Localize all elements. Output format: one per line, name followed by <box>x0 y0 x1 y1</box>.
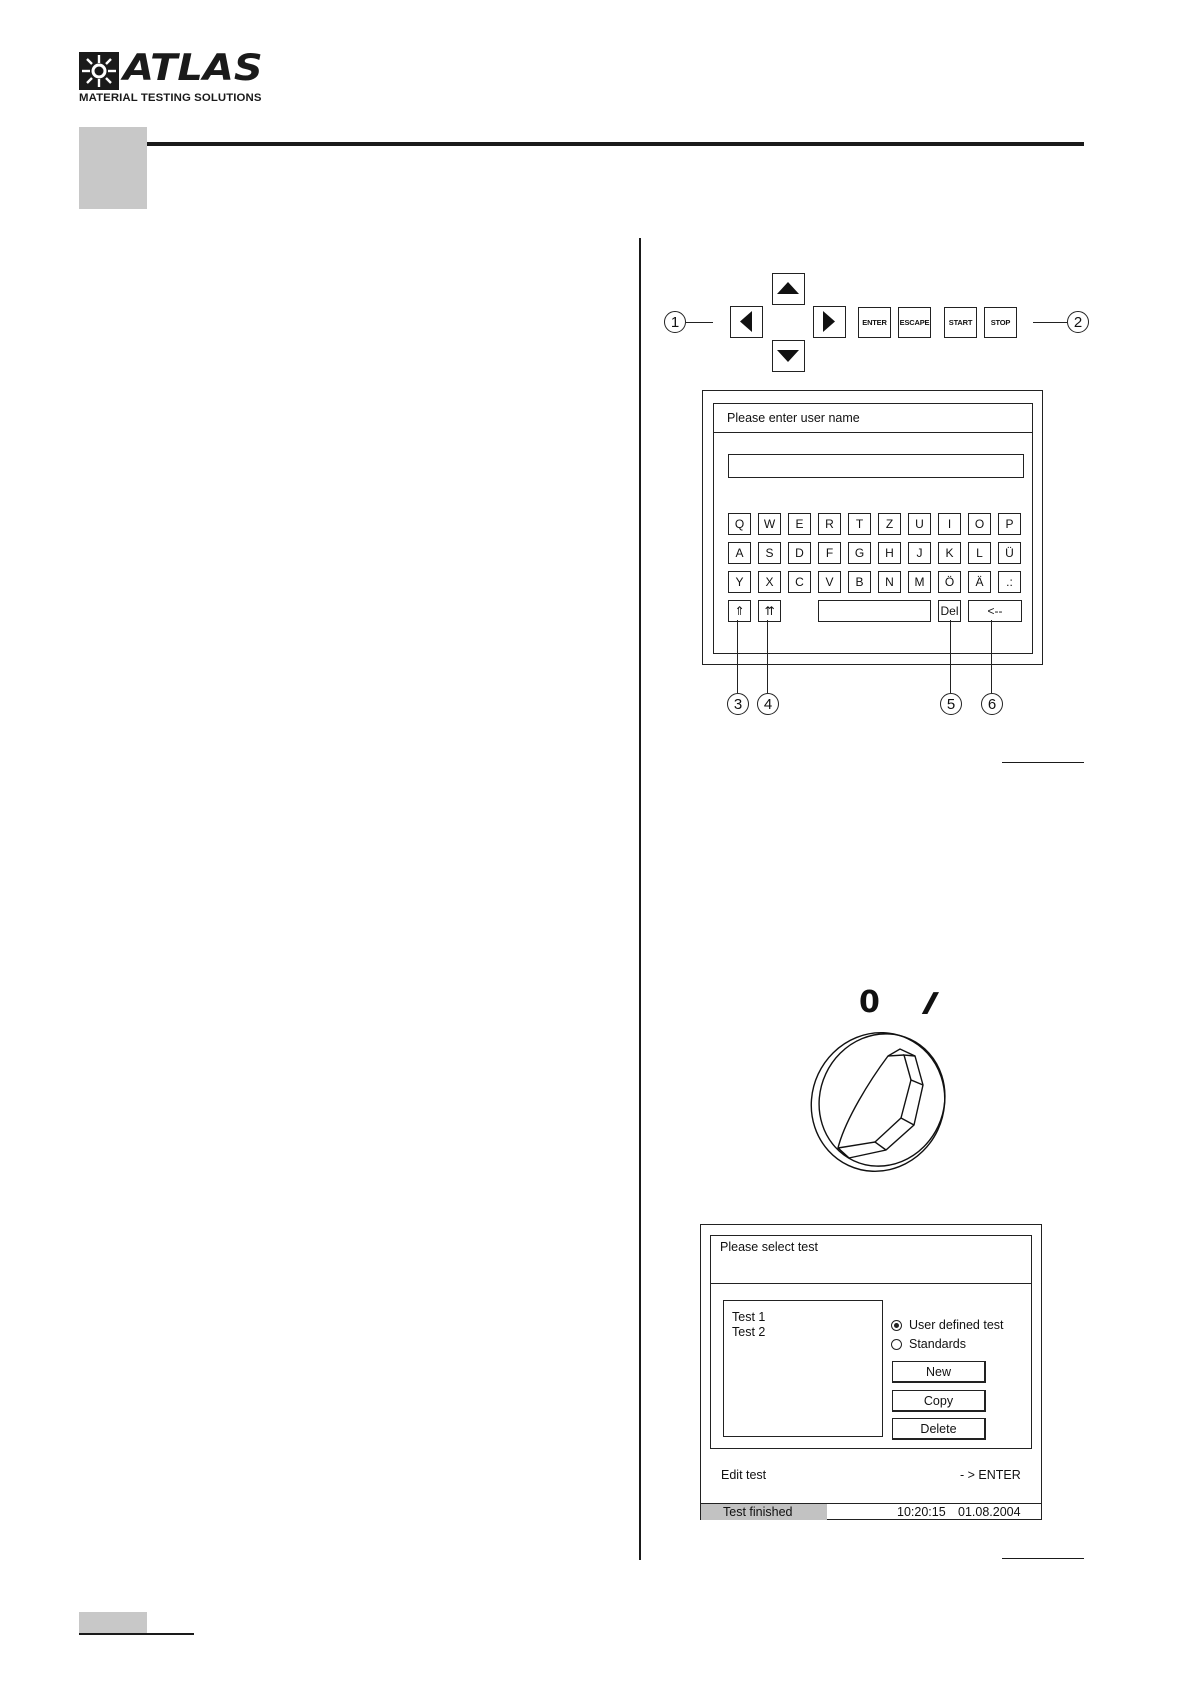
key-b[interactable]: B <box>848 571 871 593</box>
option-label: User defined test <box>909 1318 1004 1332</box>
key-m[interactable]: M <box>908 571 931 593</box>
status-time: 10:20:15 <box>897 1505 946 1519</box>
delete-key[interactable]: Del <box>938 600 961 622</box>
radio-unselected-icon <box>891 1339 902 1350</box>
page-number-tab <box>79 1612 147 1633</box>
key-p[interactable]: P <box>998 513 1021 535</box>
callout-6: 6 <box>981 693 1003 715</box>
space-key[interactable] <box>818 600 931 622</box>
control-panel-figure <box>660 273 1090 373</box>
atlas-logo <box>79 46 307 104</box>
keyboard <box>728 513 1028 633</box>
key-punctuation[interactable]: .: <box>998 571 1021 593</box>
arrow-down-key[interactable] <box>772 340 805 372</box>
figure-end-rule <box>1002 1558 1084 1559</box>
up-arrow-icon <box>773 274 803 303</box>
option-standards[interactable] <box>891 1337 966 1351</box>
callout-leader-line <box>686 322 713 323</box>
callout-leader-line <box>950 620 951 693</box>
hint-enter: - > ENTER <box>960 1468 1021 1482</box>
start-key[interactable]: START <box>944 307 977 338</box>
key-y[interactable]: Y <box>728 571 751 593</box>
rotary-key-switch-icon <box>800 1000 960 1175</box>
key-i[interactable]: I <box>938 513 961 535</box>
arrow-left-key[interactable] <box>730 306 763 338</box>
key-w[interactable]: W <box>758 513 781 535</box>
key-e[interactable]: E <box>788 513 811 535</box>
prompt-text: Please select test <box>720 1240 818 1254</box>
test-select-panel <box>710 1235 1032 1449</box>
caps-lock-key[interactable]: ⇈ <box>758 600 781 622</box>
key-s[interactable]: S <box>758 542 781 564</box>
key-o-umlaut[interactable]: Ö <box>938 571 961 593</box>
callout-3: 3 <box>727 693 749 715</box>
shift-key[interactable]: ⇑ <box>728 600 751 622</box>
sun-logo-icon <box>79 52 119 90</box>
key-q[interactable]: Q <box>728 513 751 535</box>
key-h[interactable]: H <box>878 542 901 564</box>
key-f[interactable]: F <box>818 542 841 564</box>
status-bar <box>701 1503 1041 1521</box>
enter-key[interactable]: ENTER <box>858 307 891 338</box>
backspace-key[interactable]: <-- <box>968 600 1022 622</box>
new-button[interactable]: New <box>892 1361 986 1383</box>
header-rule <box>79 142 1084 146</box>
callout-4: 4 <box>757 693 779 715</box>
key-u[interactable]: U <box>908 513 931 535</box>
status-message: Test finished <box>723 1505 793 1519</box>
callout-5: 5 <box>940 693 962 715</box>
list-item[interactable]: Test 2 <box>732 1325 766 1339</box>
key-switch-figure <box>800 985 960 1175</box>
list-item[interactable]: Test 1 <box>732 1310 766 1324</box>
chapter-tab <box>79 127 147 209</box>
prompt-text: Please enter user name <box>727 411 860 425</box>
stop-key[interactable]: STOP <box>984 307 1017 338</box>
hint-edit-test: Edit test <box>721 1468 767 1482</box>
arrow-right-key[interactable] <box>813 306 846 338</box>
callout-leader-line <box>737 620 738 693</box>
key-r[interactable]: R <box>818 513 841 535</box>
copy-button[interactable]: Copy <box>892 1390 986 1412</box>
option-user-defined[interactable] <box>891 1318 1004 1332</box>
key-u-umlaut[interactable]: Ü <box>998 542 1021 564</box>
key-v[interactable]: V <box>818 571 841 593</box>
status-date: 01.08.2004 <box>958 1505 1021 1519</box>
key-d[interactable]: D <box>788 542 811 564</box>
delete-button[interactable]: Delete <box>892 1418 986 1440</box>
key-l[interactable]: L <box>968 542 991 564</box>
user-name-input[interactable] <box>728 454 1024 478</box>
callout-1: 1 <box>664 311 686 333</box>
footer-rule <box>79 1633 194 1635</box>
down-arrow-icon <box>773 341 803 370</box>
radio-selected-icon <box>891 1320 902 1331</box>
switch-label-off: 0 <box>859 985 880 1020</box>
arrow-up-key[interactable] <box>772 273 805 305</box>
callout-leader-line <box>1033 322 1067 323</box>
key-o[interactable]: O <box>968 513 991 535</box>
key-n[interactable]: N <box>878 571 901 593</box>
figure-end-rule <box>1002 762 1084 763</box>
key-a-umlaut[interactable]: Ä <box>968 571 991 593</box>
key-x[interactable]: X <box>758 571 781 593</box>
login-screen-panel <box>713 403 1033 654</box>
prompt-bar <box>714 404 1032 433</box>
logo-wordmark: ATLAS <box>123 46 263 90</box>
escape-key[interactable]: ESCAPE <box>898 307 931 338</box>
key-z[interactable]: Z <box>878 513 901 535</box>
prompt-bar <box>711 1236 1031 1284</box>
key-g[interactable]: G <box>848 542 871 564</box>
switch-label-on: I <box>914 987 945 1022</box>
key-a[interactable]: A <box>728 542 751 564</box>
key-j[interactable]: J <box>908 542 931 564</box>
column-divider <box>639 238 641 1560</box>
option-label: Standards <box>909 1337 966 1351</box>
logo-subtitle: MATERIAL TESTING SOLUTIONS <box>79 92 262 104</box>
key-t[interactable]: T <box>848 513 871 535</box>
callout-2: 2 <box>1067 311 1089 333</box>
callout-leader-line <box>991 620 992 693</box>
right-arrow-icon <box>814 307 844 336</box>
test-select-screen <box>700 1224 1042 1520</box>
key-k[interactable]: K <box>938 542 961 564</box>
left-arrow-icon <box>731 307 761 336</box>
callout-leader-line <box>767 620 768 693</box>
test-list[interactable] <box>723 1300 883 1437</box>
key-c[interactable]: C <box>788 571 811 593</box>
